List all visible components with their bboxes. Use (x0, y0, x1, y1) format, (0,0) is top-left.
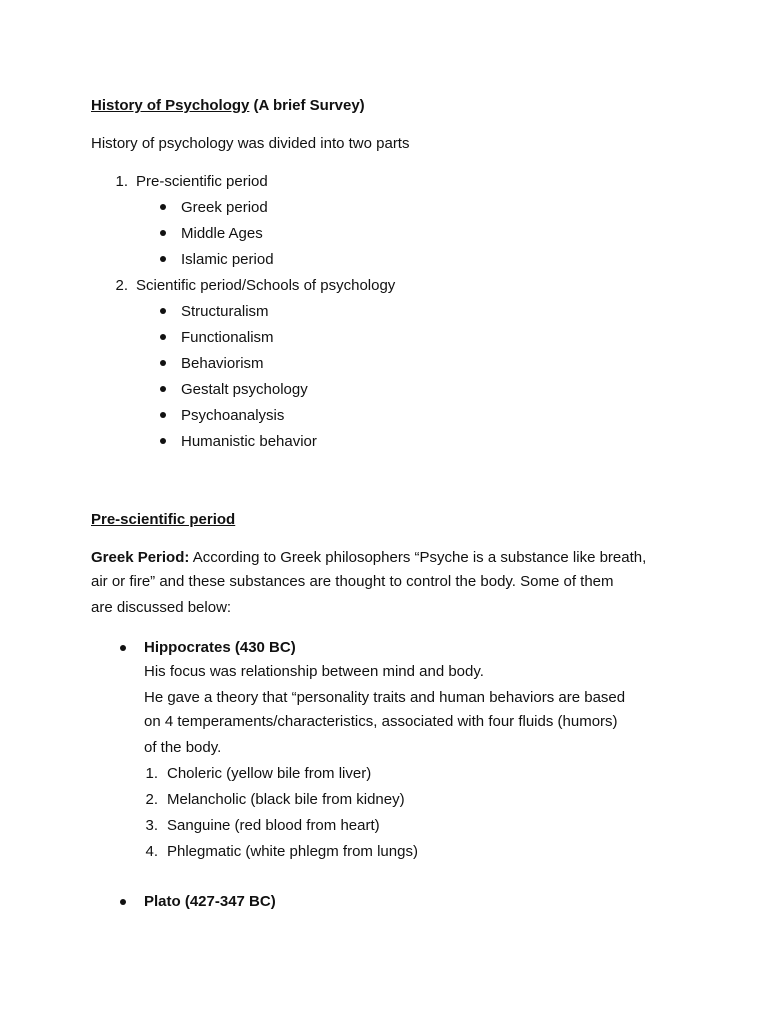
hippocrates-heading: Hippocrates (430 BC) (144, 639, 296, 656)
outline-number: 2. (115, 277, 128, 294)
list-item: Humanistic behavior (181, 433, 317, 450)
bullet-icon (160, 334, 166, 340)
humor-number: 2. (145, 791, 158, 808)
hippocrates-text-line: He gave a theory that “personality traits and human behaviors are based (144, 689, 626, 706)
bullet-icon (160, 412, 166, 418)
list-item: Islamic period (181, 251, 274, 268)
greek-paragraph-line (91, 548, 646, 568)
outline-item-label: Pre-scientific period (136, 173, 268, 190)
bullet-icon (160, 438, 166, 444)
plato-heading: Plato (427-347 BC) (144, 893, 276, 910)
title-main: History of Psychology (91, 97, 250, 114)
humor-number: 3. (145, 817, 158, 834)
bullet-icon (160, 204, 166, 210)
list-item: Functionalism (181, 329, 274, 346)
list-item: Gestalt psychology (181, 381, 308, 398)
outline-item-label: Scientific period/Schools of psychology (136, 277, 396, 294)
humor-item: Phlegmatic (white phlegm from lungs) (167, 843, 418, 860)
humor-item: Choleric (yellow bile from liver) (167, 765, 372, 782)
list-item: Greek period (181, 199, 268, 216)
bullet-icon (160, 230, 166, 236)
greek-text: According to Greek philosophers “Psyche is a substance like breath, (189, 549, 647, 566)
list-item: Structuralism (181, 303, 269, 320)
humor-item: Melancholic (black bile from kidney) (167, 791, 405, 808)
greek-paragraph-line: air or fire” and these substances are thought to control the body. Some of them (91, 573, 614, 590)
outline-number: 1. (115, 173, 128, 190)
bullet-icon (160, 386, 166, 392)
humor-number: 1. (145, 765, 158, 782)
bullet-icon (160, 256, 166, 262)
greek-period-label: Greek Period: (91, 549, 190, 566)
hippocrates-text-line: on 4 temperaments/characteristics, associated with four fluids (humors) (144, 713, 618, 730)
bullet-icon (120, 645, 126, 651)
bullet-icon (120, 899, 126, 905)
list-item: Middle Ages (181, 225, 263, 242)
humor-number: 4. (145, 843, 158, 860)
list-item: Psychoanalysis (181, 407, 285, 424)
intro-paragraph: History of psychology was divided into two parts (91, 135, 410, 152)
list-item: Behaviorism (181, 355, 264, 372)
hippocrates-text-line: His focus was relationship between mind and body. (144, 663, 484, 680)
document-title (91, 96, 365, 116)
section-heading: Pre-scientific period (91, 511, 236, 528)
greek-paragraph-line: are discussed below: (91, 599, 232, 616)
bullet-icon (160, 360, 166, 366)
humor-item: Sanguine (red blood from heart) (167, 817, 380, 834)
title-subtitle: (A brief Survey) (249, 97, 365, 114)
bullet-icon (160, 308, 166, 314)
hippocrates-text-line: of the body. (144, 739, 222, 756)
